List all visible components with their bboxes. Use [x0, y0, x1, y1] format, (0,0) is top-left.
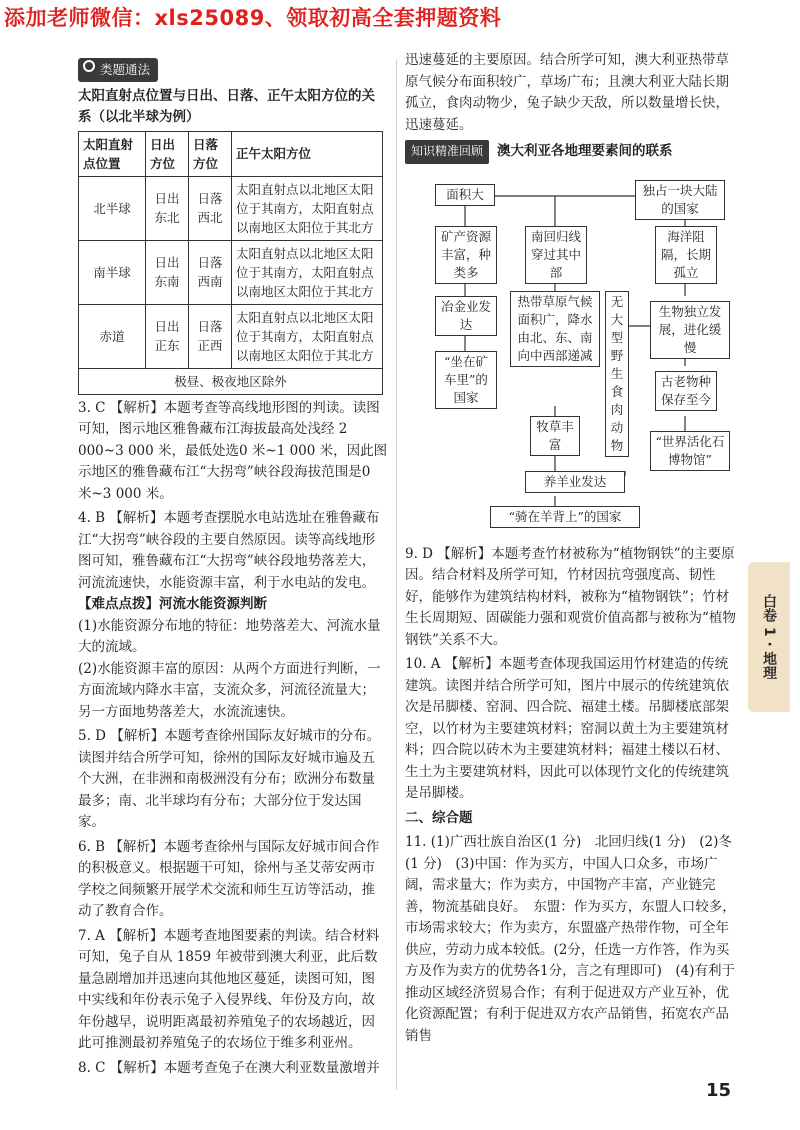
table-cell: 赤道: [79, 304, 146, 368]
answer-11: 11. (1)广西壮族自治区(1 分) 北回归线(1 分) (2)冬(1 分) (3)中国：作为买方，中国人口众多，市场广阔，需求量大；作为卖方，中国物产丰富，产业链完善，物流基础良好。 东盟：作为买方，东盟人口较多，市场需求较大；作为卖方，东盟盛产热带作物，可全年供应，劳动力成本较低。(2分，任选一方作答，作为买方及作为卖方的优势各1分，言之有理即可) (4)有利于推动区域经济贸易合作；有利于促进双方产业互补，优化资源配置；有利于促进双方农产品销售，拓宽农产品销售: [405, 834, 736, 1044]
answer-5: 5. D 【解析】本题考查徐州国际友好城市的分布。读图并结合所学可知，徐州的国际友好城市遍及五个大洲，在非洲和南极洲没有分布；欧洲分布数量最多；南、北半球均有分布；大部分位于发达国家。: [78, 728, 381, 830]
node-grassland: 热带草原气候面积广，降水由北、东、南向中西部递减: [510, 291, 600, 367]
node-livestock: 养羊业发达: [525, 471, 625, 493]
australia-diagram: [405, 166, 740, 541]
table-row: [79, 240, 383, 304]
table-footer: 极昼、极夜地区除外: [79, 368, 383, 394]
sun-direction-table: [78, 131, 383, 395]
knowledge-title: 澳大利亚各地理要素间的联系: [497, 143, 673, 159]
method-tag: [78, 58, 158, 82]
table-header: 正午太阳方位: [232, 131, 383, 176]
watermark-banner: 添加老师微信：xls25089、领取初高全套押题资料: [4, 6, 502, 30]
table-cell: 日落西北: [189, 176, 232, 240]
node-area: 面积大: [435, 184, 495, 206]
node-isolated: 独占一块大陆的国家: [635, 180, 725, 220]
table-cell: 南半球: [79, 240, 146, 304]
answer-6: 6. B 【解析】本题考查徐州与国际友好城市间合作的积极意义。根据题干可知，徐州与圣艾蒂安两市学校之间频繁开展学术交流和师生互访等活动，推动了教育合作。: [78, 838, 380, 919]
table-row: [79, 304, 383, 368]
table-cell: 日落西南: [189, 240, 232, 304]
answer-10: 10. A 【解析】本题考查体现我国运用竹材建造的传统建筑。读图并结合所学可知，图片中展示的传统建筑依次是吊脚楼、窑洞、四合院、福建土楼。吊脚楼底部架空，以竹材为主要建筑材料；窑洞以黄土为主要建筑材料；四合院以砖木为主要建筑材料；福建土楼以石材、生土为主要建筑材料，因此可以体现竹文化的传统建筑是吊脚楼。: [405, 656, 729, 801]
answer-3: 3. C 【解析】本题考查等高线地形图的判读。读图可知，图示地区雅鲁藏布江海拔最高处浅经 2 000~3 000 米，最低处选0 米~1 000 米，因此图示地区的雅鲁藏布江“大拐弯”峡谷段海拔范围是0 米~3 000 米。: [78, 399, 388, 502]
table-cell: 太阳直射点以北地区太阳位于其南方，太阳直射点以南地区太阳位于其北方: [232, 304, 383, 368]
answer-8: 8. C 【解析】本题考查兔子在澳大利亚数量激增并: [78, 1059, 380, 1076]
answer-4: 4. B 【解析】本题考查摆脱水电站选址在雅鲁藏布江“大拐弯”峡谷段的主要自然原因。读等高线地形图可知，雅鲁藏布江“大拐弯”峡谷段地势落差大，河流流速快，水能资源丰富，利于水电站的发电。: [78, 510, 380, 591]
knowledge-bar: [405, 140, 740, 164]
page-number: 15: [706, 1080, 732, 1101]
node-bio: 生物独立发展，进化缓慢: [650, 301, 730, 359]
table-cell: 北半球: [79, 176, 146, 240]
table-cell: 日出东北: [146, 176, 189, 240]
method-tag-label: 类题通法: [100, 62, 151, 77]
node-museum: “世界活化石博物馆”: [650, 431, 730, 471]
node-ancient: 古老物种保存至今: [655, 371, 717, 411]
magnifier-icon: [83, 60, 95, 72]
answer-8-continued: 迅速蔓延的主要原因。结合所学可知，澳大利亚热带草原气候分布面积较广，草场广布；且澳大利亚大陆长期孤立，食肉动物少，兔子缺少天敌，所以数量增长快，迅速蔓延。: [405, 52, 729, 133]
subject-side-tab: 白卷 1 · 地理: [748, 562, 790, 712]
right-column: [405, 50, 740, 1047]
column-divider: [396, 60, 397, 1090]
answer-7: 7. A 【解析】本题考查地图要素的判读。结合材料可知，兔子自从 1859 年被带到澳大利亚，此后数量急剧增加并迅速向其他地区蔓延，读图可知，图中实线和年份表示兔子入侵界线、年份及方向，故年份越早，说明距离最初养殖兔子的农场越近，因此可推测最初养殖兔子的农场位于维多利亚州。: [78, 927, 380, 1051]
node-tropic: 南回归线穿过其中部: [525, 226, 587, 284]
table-footer-row: [79, 368, 383, 394]
table-cell: 日出东南: [146, 240, 189, 304]
node-mining-country: “坐在矿车里”的国家: [435, 351, 497, 409]
table-title: 太阳直射点位置与日出、日落、正午太阳方位的关系（以北半球为例）: [78, 87, 375, 125]
table-cell: 太阳直射点以北地区太阳位于其南方，太阳直射点以南地区太阳位于其北方: [232, 176, 383, 240]
knowledge-label: 知识精准回顾: [405, 140, 489, 164]
table-cell: 日落正西: [189, 304, 232, 368]
tip-point-2: (2)水能资源丰富的原因：从两个方面进行判断，一方面流域内降水丰富，支流众多，河流径流量大；另一方面地势落差大，水流流速快。: [78, 660, 381, 720]
node-no-carnivore: 无大型野生食肉动物: [605, 291, 629, 457]
left-column: [78, 58, 388, 1079]
table-header: 日落方位: [189, 131, 232, 176]
node-minerals: 矿产资源丰富，种类多: [435, 226, 497, 284]
answer-9: 9. D 【解析】本题考查竹材被称为“植物钢铁”的主要原因。结合材料及所学可知，竹材因抗弯强度高、韧性好，能够作为建筑结构材料，被称为“植物钢铁”；竹材生长周期短、固碳能力强和观赏价值高都与被称为“植物钢铁”关系不大。: [405, 545, 736, 648]
table-row: [79, 176, 383, 240]
tip-point-1: (1)水能资源分布地的特征：地势落差大、河流水量大的流域。: [78, 617, 381, 655]
node-pasture: 牧草丰富: [530, 416, 580, 456]
node-sheep-country: “骑在羊背上”的国家: [490, 506, 640, 528]
table-cell: 日出正东: [146, 304, 189, 368]
node-sea: 海洋阻隔，长期孤立: [655, 226, 717, 284]
table-cell: 太阳直射点以北地区太阳位于其南方，太阳直射点以南地区太阳位于其北方: [232, 240, 383, 304]
node-metallurgy: 冶金业发达: [435, 296, 497, 336]
section-heading: 二、综合题: [405, 809, 473, 826]
tip-title: 【难点点拨】河流水能资源判断: [78, 596, 267, 612]
table-header-row: [79, 131, 383, 176]
table-header: 日出方位: [146, 131, 189, 176]
table-header: 太阳直射点位置: [79, 131, 146, 176]
